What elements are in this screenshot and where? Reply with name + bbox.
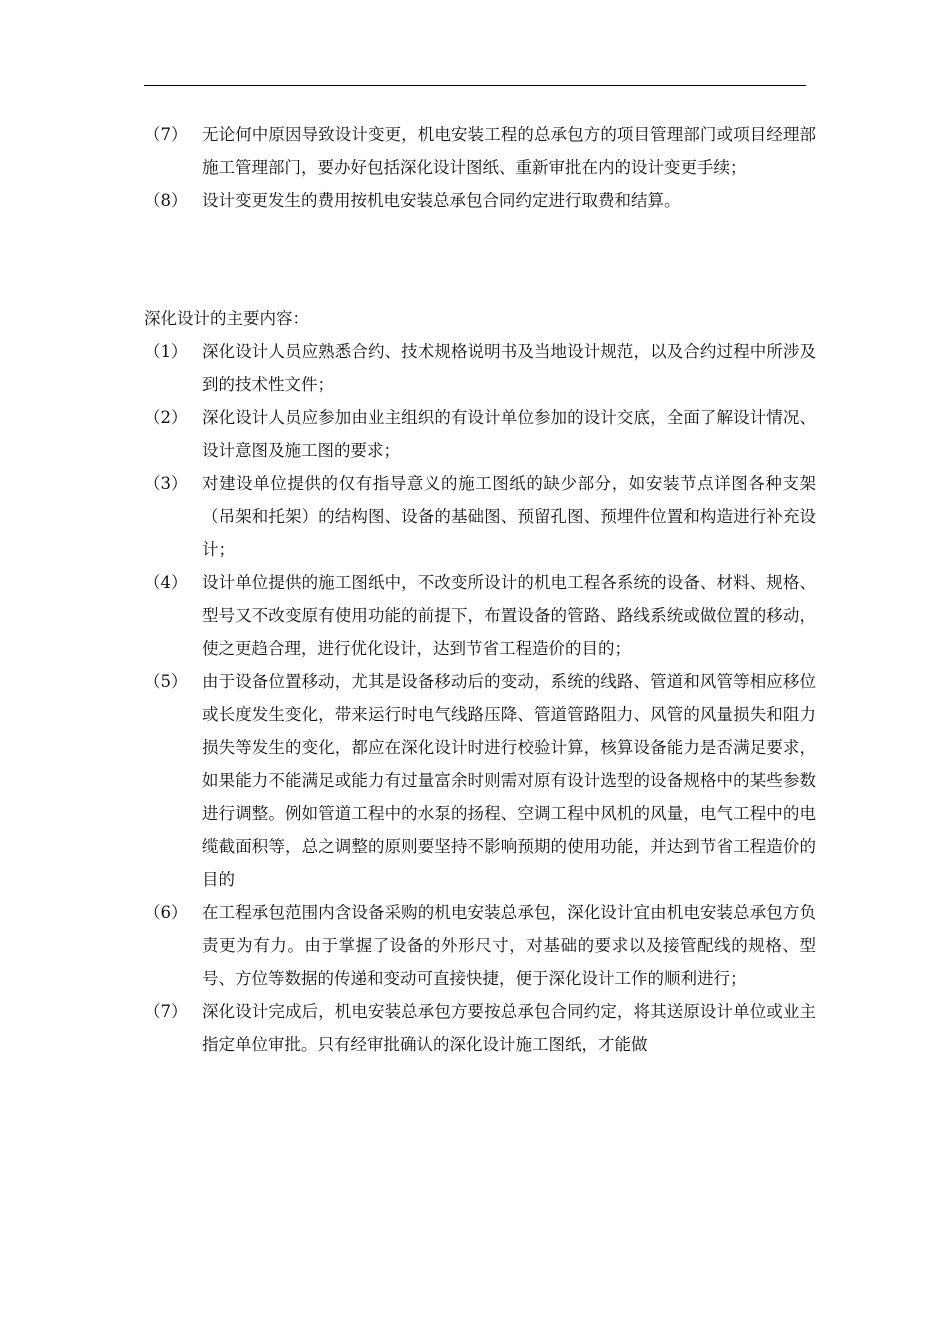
item-number: （2） [144, 408, 188, 427]
main-section [144, 302, 816, 1061]
item-number: （6） [144, 903, 188, 922]
list-item [144, 335, 816, 401]
item-number: （3） [144, 474, 188, 493]
list-item [144, 118, 816, 184]
list-item [144, 467, 816, 566]
header-rule [144, 85, 806, 86]
item-number: （4） [144, 573, 188, 592]
item-text: 深化设计人员应熟悉合约、技术规格说明书及当地设计规范，以及合约过程中所涉及到的技术性文件； [202, 342, 816, 394]
item-number: （7） [144, 125, 188, 144]
item-number: （1） [144, 342, 188, 361]
item-text: 对建设单位提供的仅有指导意义的施工图纸的缺少部分，如安装节点详图各种支架（吊架和托架）的结构图、设备的基础图、预留孔图、预埋件位置和构造进行补充设计； [202, 474, 816, 559]
item-text: 设计单位提供的施工图纸中，不改变所设计的机电工程各系统的设备、材料、规格、型号又不改变原有使用功能的前提下，布置设备的管路、路线系统或做位置的移动，使之更趋合理，进行优化设计，达到节省工程造价的目的； [202, 573, 816, 658]
item-number: （7） [144, 1002, 188, 1021]
list-item [144, 401, 816, 467]
item-text: 深化设计完成后，机电安装总承包方要按总承包合同约定，将其送原设计单位或业主指定单位审批。只有经审批确认的深化设计施工图纸，才能做 [202, 1002, 816, 1054]
item-number: （8） [144, 191, 188, 210]
list-item [144, 995, 816, 1061]
item-text: 深化设计人员应参加由业主组织的有设计单位参加的设计交底，全面了解设计情况、设计意图及施工图的要求； [202, 408, 816, 460]
list-item [144, 566, 816, 665]
section-heading: 深化设计的主要内容： [144, 309, 309, 328]
item-text: 无论何中原因导致设计变更，机电安装工程的总承包方的项目管理部门或项目经理部施工管理部门，要办好包括深化设计图纸、重新审批在内的设计变更手续； [202, 125, 816, 177]
item-text: 设计变更发生的费用按机电安装总承包合同约定进行取费和结算。 [202, 191, 681, 210]
item-text: 由于设备位置移动，尤其是设备移动后的变动，系统的线路、管道和风管等相应移位或长度发生变化，带来运行时电气线路压降、管道管路阻力、风管的风量损失和阻力损失等发生的变化，都应在深化设计时进行校验计算，核算设备能力是否满足要求，如果能力不能满足或能力有过量富余时则需对原有设计选型的设备规格中的某些参数进行调整。例如管道工程中的水泵的扬程、空调工程中风机的风量，电气工程中的电缆截面积等，总之调整的原则要坚持不影响预期的使用功能，并达到节省工程造价的目的 [202, 672, 816, 889]
item-number: （5） [144, 672, 188, 691]
list-item [144, 184, 816, 217]
list-item [144, 665, 816, 896]
top-list [144, 118, 816, 217]
item-text: 在工程承包范围内含设备采购的机电安装总承包，深化设计宜由机电安装总承包方负责更为有力。由于掌握了设备的外形尺寸，对基础的要求以及接管配线的规格、型号、方位等数据的传递和变动可直接快捷，便于深化设计工作的顺利进行； [202, 903, 816, 988]
list-item [144, 896, 816, 995]
